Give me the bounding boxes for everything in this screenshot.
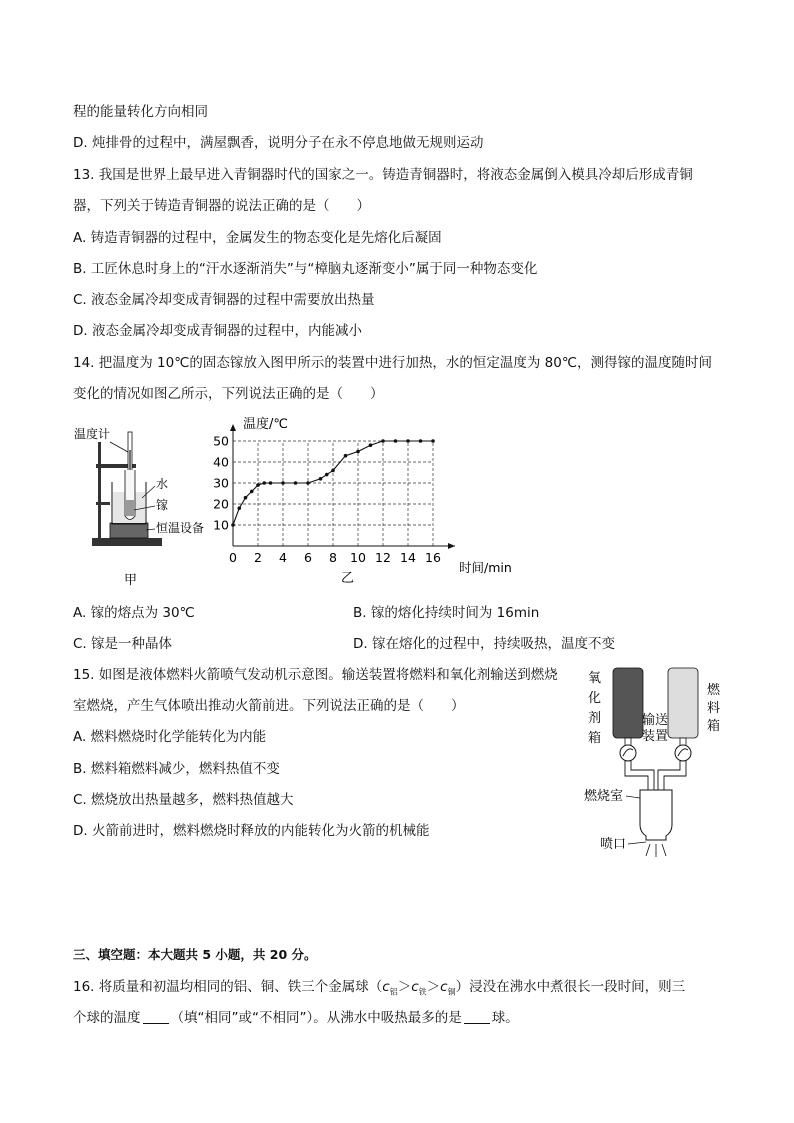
data-point	[331, 469, 335, 473]
section-3-heading: 三、填空题：本大题共 5 小题，共 20 分。	[73, 947, 317, 962]
x-tick-label: 4	[279, 550, 287, 565]
stand-rod	[98, 442, 101, 539]
nozzle-label: 喷口	[600, 837, 627, 852]
data-point	[281, 481, 285, 485]
q16-line2c: 球。	[491, 1010, 519, 1026]
data-point	[250, 490, 254, 494]
q12-continuation: 程的能量转化方向相同	[73, 104, 208, 120]
q15-stem-line1: 15. 如图是液体燃料火箭喷气发动机示意图。输送装置将燃料和氧化剂输送到燃烧	[73, 667, 558, 683]
fuel-tank	[668, 668, 698, 738]
chart-ylabel: 温度/℃	[243, 417, 288, 432]
data-point	[256, 483, 260, 487]
c-al-sub: 铝	[389, 987, 398, 997]
water-label: 水	[156, 477, 169, 491]
x-tick-label: 0	[229, 550, 237, 565]
data-point	[431, 439, 435, 443]
pump-right	[675, 745, 691, 761]
heater-label: 恒温设备	[156, 521, 205, 535]
q13-stem-line2: 器，下列关于铸造青铜器的说法正确的是（ ）	[73, 198, 370, 214]
oxidizer-char-4: 箱	[588, 731, 602, 746]
q16-part1: 16. 将质量和初温均相同的铝、铜、铁三个金属球（	[73, 979, 383, 995]
q16-line2	[73, 1009, 519, 1027]
oxidizer-char-2: 化	[588, 691, 602, 706]
x-tick-label: 2	[254, 550, 262, 565]
chart-caption: 乙	[341, 571, 355, 586]
q15-option-b: B. 燃料箱燃料减少，燃料热值不变	[73, 761, 280, 777]
q16-line2b: （填“相同”或“不相同”）。从沸水中吸热最多的是	[170, 1010, 462, 1026]
q14-option-d: D. 镓在熔化的过程中，持续吸热，温度不变	[353, 636, 615, 652]
fuel-char-2: 料	[707, 701, 721, 716]
x-tick-label: 8	[329, 550, 337, 565]
stand-base	[92, 538, 162, 546]
fuel-char-3: 箱	[707, 719, 721, 734]
pump-left	[620, 745, 636, 761]
q13-option-b: B. 工匠休息时身上的“汗水逐渐消失”与“樟脑丸逐渐变小”属于同一种物态变化	[73, 261, 538, 277]
q13-stem-line1: 13. 我国是世界上最早进入青铜器时代的国家之一。铸造青铜器时，将液态金属倒入模具冷却后形成青铜	[73, 167, 693, 183]
x-tick-label: 14	[400, 550, 416, 565]
data-point	[237, 506, 241, 510]
x-tick-label: 12	[375, 550, 391, 565]
data-point	[294, 481, 298, 485]
q13-option-c: C. 液态金属冷却变成青铜器的过程中需要放出热量	[73, 292, 375, 308]
y-axis-arrow	[230, 424, 236, 431]
data-point	[306, 481, 310, 485]
data-point	[269, 481, 273, 485]
pump-label-line2: 装置	[642, 729, 669, 744]
oxidizer-char-1: 氧	[588, 671, 602, 686]
y-tick-label: 10	[213, 517, 229, 533]
fuel-char-1: 燃	[707, 683, 721, 698]
data-point	[394, 439, 398, 443]
q14-option-a: A. 镓的熔点为 30℃	[73, 605, 195, 621]
q14-option-c: C. 镓是一种晶体	[73, 636, 173, 652]
x-tick-label: 6	[304, 550, 312, 565]
c-fe-sub: 铁	[418, 987, 427, 997]
c-cu-sub: 铜	[447, 987, 456, 997]
gt-1: ＞	[397, 979, 412, 995]
gallium-label: 镓	[156, 498, 169, 512]
q12-option-d: D. 炖排骨的过程中，满屋飘香，说明分子在永不停息地做无规则运动	[73, 135, 484, 151]
data-point	[319, 477, 323, 481]
c-cu: c	[440, 979, 448, 995]
c-al: c	[382, 979, 390, 995]
oxidizer-char-3: 剂	[588, 711, 602, 726]
data-point	[369, 443, 373, 447]
data-point	[231, 523, 235, 527]
chamber-label: 燃烧室	[584, 789, 624, 804]
q14-stem-line2: 变化的情况如图乙所示，下列说法正确的是（ ）	[73, 386, 384, 402]
pump-label-line1: 输送	[642, 713, 669, 728]
temperature-time-chart	[205, 410, 525, 590]
data-point	[262, 481, 266, 485]
y-tick-label: 50	[213, 433, 229, 449]
q15-option-c: C. 燃烧放出热量越多，燃料热值越大	[73, 792, 294, 808]
q14-stem-line1: 14. 把温度为 10℃的固态镓放入图甲所示的装置中进行加热，水的恒定温度为 80℃，测得镓的温度随时间	[73, 355, 713, 371]
oxidizer-tank	[613, 668, 643, 738]
q13-option-d: D. 液态金属冷却变成青铜器的过程中，内能减小	[73, 323, 362, 339]
x-tick-label: 10	[350, 550, 366, 565]
q15-stem-line2: 室燃烧，产生气体喷出推动火箭前进。下列说法正确的是（ ）	[73, 698, 465, 714]
data-point	[325, 473, 329, 477]
x-tick-label: 16	[425, 550, 441, 565]
data-point	[244, 496, 248, 500]
y-tick-label: 40	[213, 454, 229, 470]
chart-xlabel: 时间/min	[459, 560, 512, 575]
y-tick-label: 30	[213, 475, 229, 491]
apparatus-figure	[70, 420, 220, 590]
q14-option-b: B. 镓的熔化持续时间为 16min	[353, 605, 540, 621]
answer-blank-2[interactable]	[464, 1009, 490, 1024]
thermometer-label: 温度计	[74, 427, 111, 441]
q15-option-a: A. 燃料燃烧时化学能转化为内能	[73, 729, 267, 745]
heater	[110, 523, 148, 538]
y-tick-label: 20	[213, 496, 229, 512]
figure-jia-caption: 甲	[124, 573, 138, 588]
answer-blank-1[interactable]	[143, 1009, 169, 1024]
q15-option-d: D. 火箭前进时，燃料燃烧时释放的内能转化为火箭的机械能	[73, 823, 430, 839]
data-point	[381, 439, 385, 443]
data-point	[356, 450, 360, 454]
q13-option-a: A. 铸造青铜器的过程中，金属发生的物态变化是先熔化后凝固	[73, 230, 442, 246]
data-point	[419, 439, 423, 443]
q16-line1	[73, 978, 685, 1002]
x-axis-arrow	[448, 543, 455, 549]
rocket-engine-figure	[580, 660, 730, 860]
q16-part2: ）浸没在沸水中煮很长一段时间，则三	[455, 979, 686, 995]
data-point	[344, 454, 348, 458]
data-point	[406, 439, 410, 443]
c-fe: c	[411, 979, 419, 995]
q16-line2a: 个球的温度	[73, 1010, 141, 1026]
gt-2: ＞	[426, 979, 441, 995]
combustion-chamber	[640, 790, 672, 840]
